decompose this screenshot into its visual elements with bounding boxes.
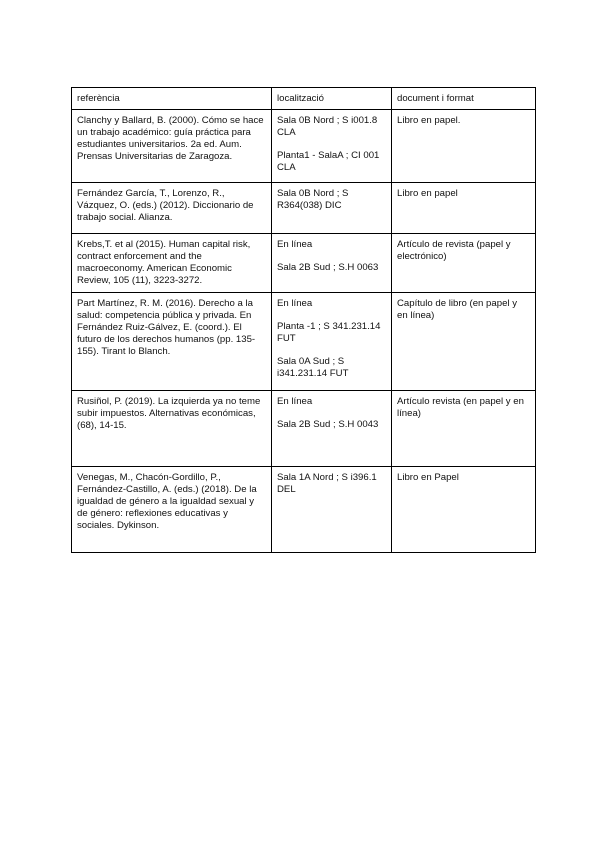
location-line: Planta -1 ; S 341.231.14 FUT [277,320,381,344]
header-referencia: referència [72,88,272,110]
location-line: Sala 0A Sud ; S i341.231.14 FUT [277,355,349,379]
location-cell [272,109,392,182]
format-cell: Capítulo de libro (en papel y en línea) [392,292,536,390]
table-row [72,466,536,552]
header-localitzacio: localització [272,88,392,110]
table-row [72,109,536,182]
location-line: Sala 0B Nord ; S R364(038) DIC [277,187,349,211]
location-line: En línea [277,395,313,407]
reference-cell: Clanchy y Ballard, B. (2000). Cómo se hace un trabajo académico: guía práctica para estudiantes universitarios. 2a ed. Aum. Prensas Universitarias de Zaragoza. [72,109,272,182]
location-line: Sala 0B Nord ; S i001.8 CLA [277,114,378,138]
format-cell: Libro en papel [392,182,536,233]
header-document-format: document i format [392,88,536,110]
table-row [72,292,536,390]
location-cell [272,466,392,552]
table-row [72,390,536,466]
location-cell [272,390,392,466]
reference-table [71,87,536,553]
format-cell: Libro en Papel [392,466,536,552]
reference-cell: Fernández García, T., Lorenzo, R., Vázquez, O. (eds.) (2012). Diccionario de trabajo social. Alianza. [72,182,272,233]
table-row [72,182,536,233]
location-line: En línea [277,297,313,309]
location-line: En línea [277,238,313,250]
table-row [72,233,536,292]
reference-cell: Part Martínez, R. M. (2016). Derecho a la salud: competencia pública y privada. En Fernández Ruiz-Gálvez, E. (coord.). El futuro de los derechos humanos (pp. 135-155). Tirant lo Blanch. [72,292,272,390]
reference-cell: Rusiñol, P. (2019). La izquierda ya no teme subir impuestos. Alternativas económicas, (68), 14-15. [72,390,272,466]
location-cell [272,292,392,390]
location-cell [272,182,392,233]
reference-cell: Venegas, M., Chacón-Gordillo, P., Fernández-Castillo, A. (eds.) (2018). De la igualdad de género a la igualdad sexual y de género: reflexiones educativas y sociales. Dykinson. [72,466,272,552]
location-line: Planta1 - SalaA ; CI 001 CLA [277,149,380,173]
location-line: Sala 2B Sud ; S.H 0043 [277,418,379,430]
format-cell: Artículo de revista (papel y electrónico) [392,233,536,292]
format-cell: Libro en papel. [392,109,536,182]
location-line: Sala 1A Nord ; S i396.1 DEL [277,471,377,495]
reference-cell: Krebs,T. et al (2015). Human capital risk, contract enforcement and the macroeconomy. American Economic Review, 105 (11), 3223-3272. [72,233,272,292]
location-line: Sala 2B Sud ; S.H 0063 [277,261,379,273]
format-cell: Artículo revista (en papel y en línea) [392,390,536,466]
table-header-row [72,88,536,110]
location-cell [272,233,392,292]
